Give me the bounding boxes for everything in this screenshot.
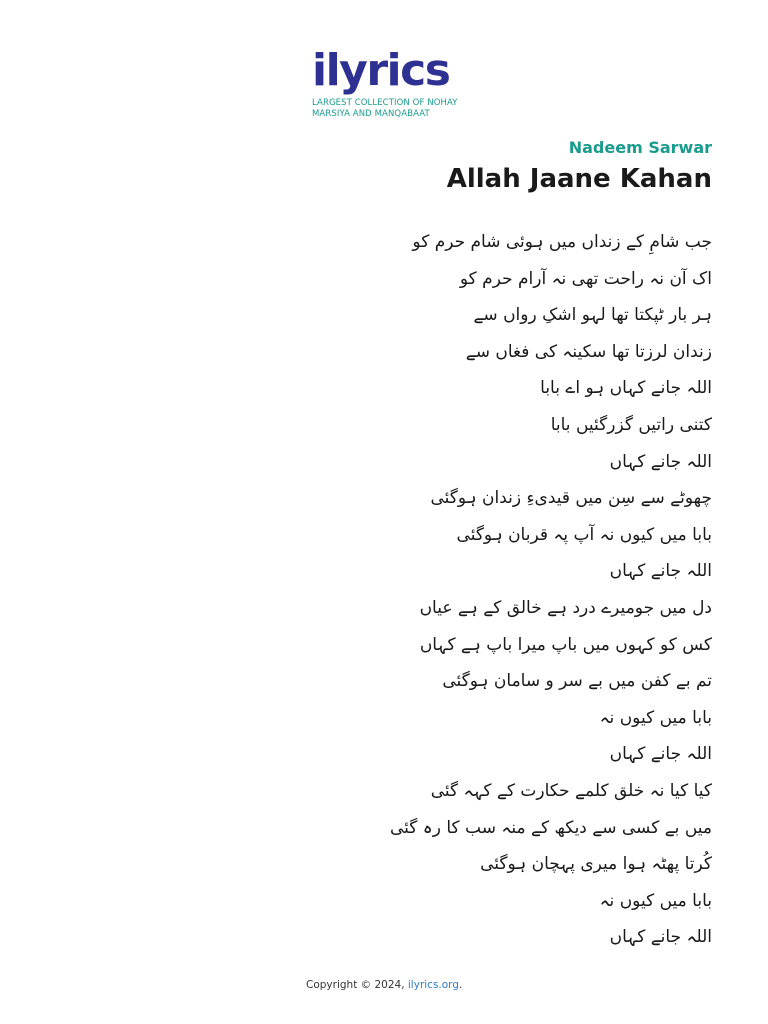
lyric-line: اللہ جانے کہاں ہو اے بابا	[540, 378, 712, 399]
lyric-line: دل میں جومیرے درد ہے خالق کے ہے عیاں	[419, 597, 712, 618]
logo-tagline-line1: LARGEST COLLECTION OF NOHAY	[312, 98, 458, 108]
lyric-line: اللہ جانے کہاں	[609, 561, 712, 582]
lyric-line: بابا میں کیوں نہ آپ پہ قربان ہوگئی	[456, 524, 712, 545]
lyric-line: ہر بار ٹپکتا تھا لہو اشکِ رواں سے	[473, 305, 712, 326]
lyric-line: بابا میں کیوں نہ	[599, 707, 712, 728]
lyric-line: کیا کیا نہ خلق کلمے حکارت کے کہہ گئی	[430, 780, 712, 801]
lyric-line: کس کو کہوں میں باپ میرا باپ ہے کہاں	[419, 634, 712, 655]
logo-tagline-line2: MARSIYA AND MANQABAAT	[312, 109, 430, 119]
logo-wordmark: ilyrics	[312, 45, 450, 96]
lyric-line: جب شامِ کے زنداں میں ہوئی شام حرم کو	[412, 232, 712, 252]
footer-copyright	[306, 978, 462, 992]
lyric-line: تم بے کفن میں بے سر و سامان ہوگئی	[442, 671, 712, 692]
artist-name[interactable]: Nadeem Sarwar	[568, 138, 712, 157]
lyric-line: میں بے کسی سے دیکھ کے منہ سب کا رہ گئی	[390, 817, 712, 838]
lyric-line: اک آن نہ راحت تھی نہ آرام حرم کو	[459, 268, 712, 289]
lyric-line: کُرتا پھٹہ ہوا میری پہچان ہوگئی	[480, 854, 712, 875]
lyrics-body	[252, 224, 712, 956]
lyric-line: اللہ جانے کہاں	[609, 451, 712, 472]
lyric-line: اللہ جانے کہاں	[609, 744, 712, 765]
song-title: Allah Jaane Kahan	[446, 164, 712, 194]
lyric-line: کتنی راتیں گزرگئیں بابا	[550, 414, 712, 435]
copyright-suffix: .	[458, 979, 463, 991]
lyric-line: بابا میں کیوں نہ	[599, 890, 712, 911]
footer-site-link[interactable]: ilyrics.org	[407, 979, 459, 991]
lyric-line: زندان لرزتا تھا سکینہ کی فغاں سے	[465, 341, 712, 362]
lyric-line: چھوٹے سے سِن میں قیدیءِ زندان ہوگئی	[430, 488, 712, 509]
site-logo[interactable]	[312, 46, 472, 120]
copyright-text: Copyright © 2024,	[306, 979, 408, 991]
lyric-line: اللہ جانے کہاں	[609, 927, 712, 948]
